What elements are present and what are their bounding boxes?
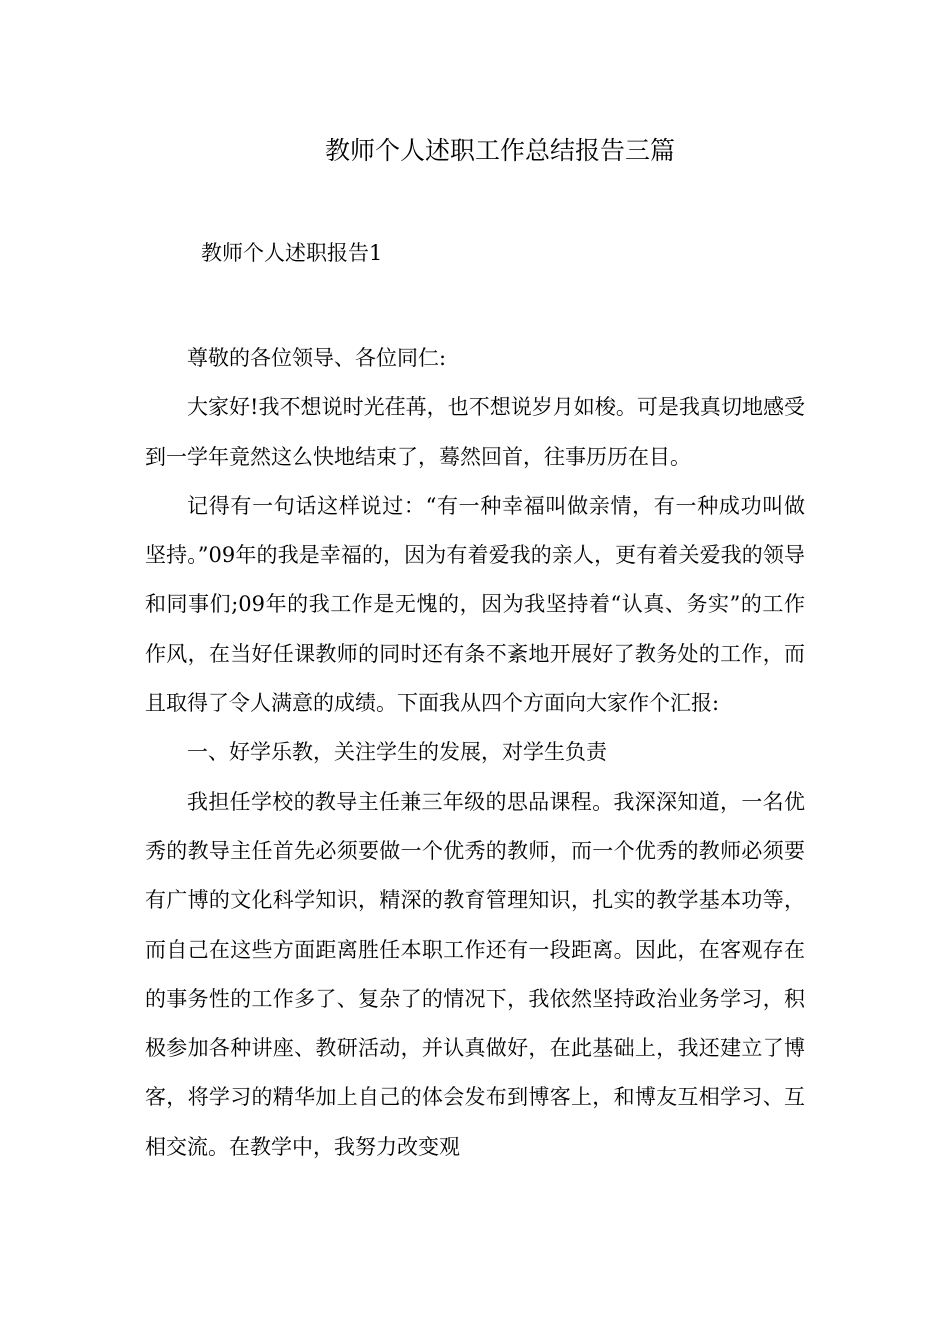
salutation-paragraph: 尊敬的各位领导、各位同仁: <box>187 346 447 370</box>
report-subtitle: 教师个人述职报告1 <box>201 241 383 265</box>
body-paragraph: 我担任学校的教导主任兼三年级的思品课程。我深深知道，一名优秀的教导主任首先必须要做一个优秀的教师，而一个优秀的教师必须要有广博的文化科学知识，精深的教育管理知识，扎实的教学基本功等，而自己在这些方面距离胜任本职工作还有一段距离。因此，在客观存在的事务性的工作多了、复杂了的情况下，我依然坚持政治业务学习，积极参加各种讲座、教研活动，并认真做好，在此基础上，我还建立了博客，将学习的精华加上自己的体会发布到博客上，和博友互相学习、互相交流。在教学中，我努力改变观 <box>145 789 805 1159</box>
section-heading: 一、好学乐教，关注学生的发展，对学生负责 <box>187 740 607 765</box>
document-title: 教师个人述职工作总结报告三篇 <box>324 136 675 165</box>
document-body <box>145 334 805 1172</box>
body-paragraph: 大家好!我不想说时光荏苒，也不想说岁月如梭。可是我真切地感受到一学年竟然这么快地结束了，蓦然回首，往事历历在目。 <box>145 395 805 469</box>
body-paragraph: 记得有一句话这样说过：“有一种幸福叫做亲情，有一种成功叫做坚持。”09年的我是幸福的，因为有着爱我的亲人，更有着关爱我的领导和同事们;09年的我工作是无愧的，因为我坚持着“认真、务实”的工作作风，在当好任课教师的同时还有条不紊地开展好了教务处的工作，而且取得了令人满意的成绩。下面我从四个方面向大家作个汇报: <box>145 493 805 716</box>
